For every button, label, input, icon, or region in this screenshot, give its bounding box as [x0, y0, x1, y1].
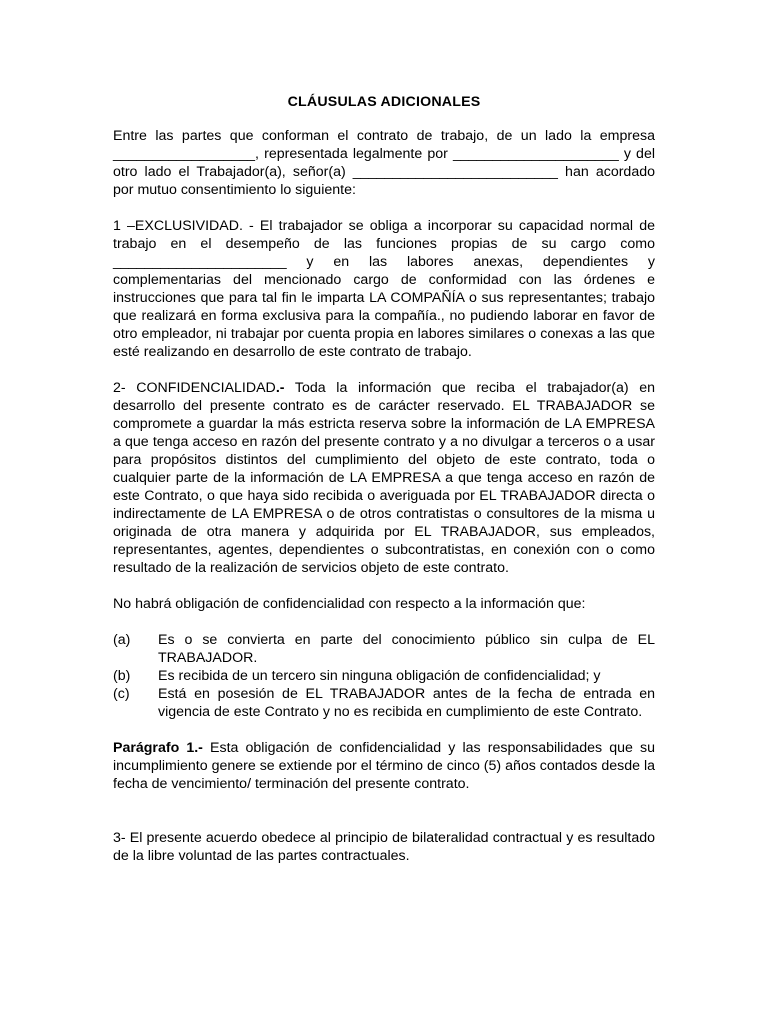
list-marker: (a) — [113, 632, 131, 648]
no-obligation-paragraph: No habrá obligación de confidencialidad con respecto a la información que: — [113, 596, 586, 612]
list-item — [113, 631, 655, 667]
clause-2-heading: 2- CONFIDENCIALIDAD — [113, 380, 276, 396]
list-item — [113, 667, 655, 685]
list-marker: (b) — [113, 668, 131, 684]
list-item-text: Está en posesión de EL TRABAJADOR antes de la fecha de entrada en vigencia de este Contrato y no es recibida en cumplimiento de este Contrato. — [158, 686, 655, 720]
paragrafo-1-text: Esta obligación de confidencialidad y las responsabilidades que su incumplimiento genere se extiende por el término de cinco (5) años contados desde la fecha de vencimiento/ terminación del presente contrato. — [113, 740, 655, 792]
exceptions-list — [113, 631, 655, 721]
paragrafo-1 — [113, 739, 655, 793]
list-item-text: Es o se convierta en parte del conocimiento público sin culpa de EL TRABAJADOR. — [158, 632, 655, 666]
clause-2-heading-mark: .- — [275, 380, 285, 396]
document-content — [113, 93, 655, 883]
list-item — [113, 685, 655, 721]
document-title: CLÁUSULAS ADICIONALES — [287, 94, 481, 110]
paragrafo-1-label: Parágrafo 1.- — [113, 740, 203, 756]
clause-2-confidencialidad — [113, 379, 655, 577]
intro-paragraph: Entre las partes que conforman el contrato de trabajo, de un lado la empresa __________________, representada legalmente por _____________________ y del otro lado el Trabajador(a), señor(a) __________________________ han acordado por mutuo consentimiento lo siguiente: — [113, 128, 655, 198]
list-marker: (c) — [113, 686, 130, 702]
list-item-text: Es recibida de un tercero sin ninguna obligación de confidencialidad; y — [158, 668, 601, 684]
clause-1-exclusividad: 1 –EXCLUSIVIDAD. - El trabajador se obliga a incorporar su capacidad normal de trabajo en el desempeño de las funciones propias de su cargo como ______________________ y en las labores anexas, dependientes y complementarias del mencionado cargo de conformidad con las órdenes e instrucciones que para tal fin le imparta LA COMPAÑÍA o sus representantes; trabajo que realizará en forma exclusiva para la compañía., no pudiendo laborar en favor de otro empleador, ni trabajar por cuenta propia en labores similares o conexas a las que esté realizando en desarrollo de este contrato de trabajo. — [113, 218, 655, 360]
clause-2-body: Toda la información que reciba el trabajador(a) en desarrollo del presente contrato es de carácter reservado. EL TRABAJADOR se compromete a guardar la más estricta reserva sobre la información de LA EMPRESA a que tenga acceso en razón del presente contrato y a no divulgar a terceros o a usar para propósitos distintos del cumplimiento del objeto de este contrato, toda o cualquier parte de la información de LA EMPRESA a que tenga acceso en razón de este Contrato, o que haya sido recibida o averiguada por EL TRABAJADOR directa o indirectamente de LA EMPRESA o de otros contratistas o consultores de la misma u originada de otra manera y adquirida por EL TRABAJADOR, sus empleados, representantes, agentes, dependientes o subcontratistas, en conexión con o como resultado de la realización de servicios objeto de este contrato. — [113, 380, 655, 576]
clause-3-bilateralidad: 3- El presente acuerdo obedece al principio de bilateralidad contractual y es resultado de la libre voluntad de las partes contractuales. — [113, 830, 655, 864]
